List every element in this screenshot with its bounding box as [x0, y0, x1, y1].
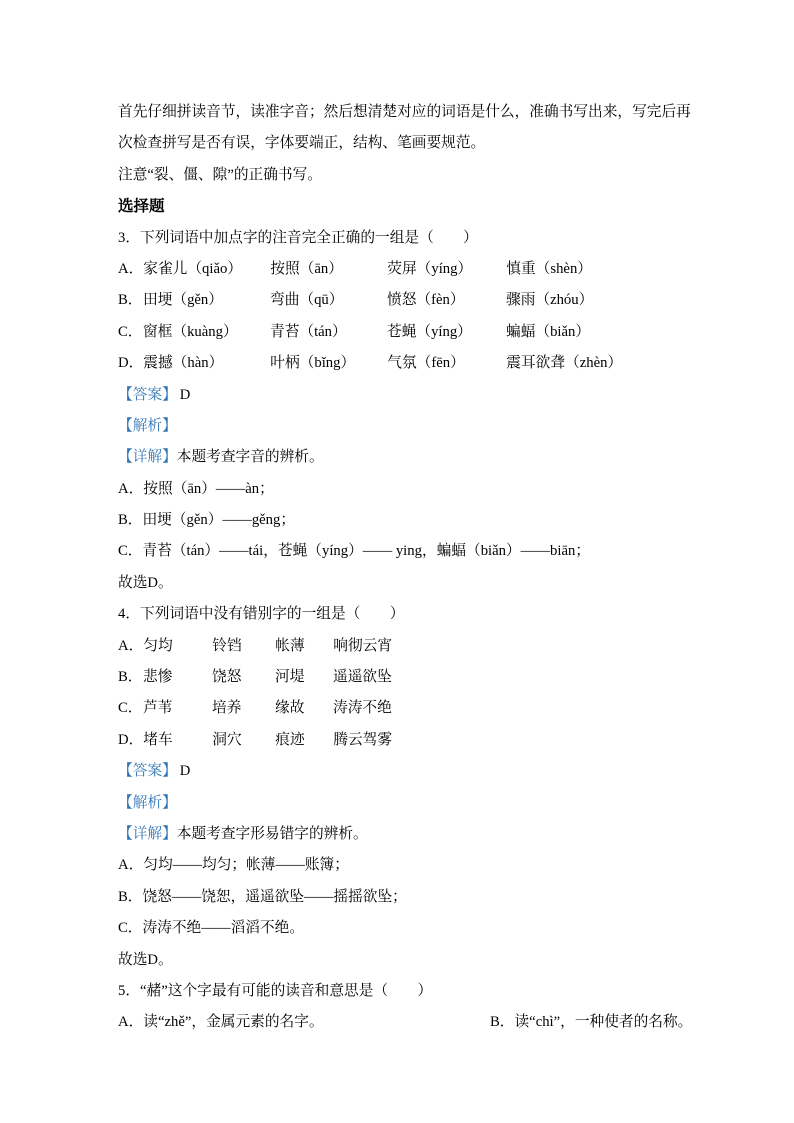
question-3-analysis-line [118, 411, 694, 442]
option-item: 痕迹 [275, 731, 305, 748]
detail-intro: 本题考查字音的辨析。 [176, 449, 324, 466]
option-item: 洞穴 [212, 731, 242, 748]
answer-label: 【答案】 [118, 386, 177, 403]
detail-label: 【详解】 [118, 449, 177, 466]
option-item: 弯曲（qū） [270, 292, 344, 309]
option-item: 涛涛不绝 [333, 700, 392, 717]
detail-label: 【详解】 [118, 825, 177, 842]
question-4-conclusion: 故选D。 [118, 951, 173, 968]
option-label: C． [118, 323, 143, 340]
option-label: B． [118, 292, 143, 309]
question-4-detail-item-a: A．匀均——均匀；帐薄——账簿； [118, 857, 349, 874]
question-5-option-b: B．读“chì”，一种使者的名称。 [490, 1014, 693, 1031]
question-3-answer-line [118, 380, 694, 411]
option-item: 蝙蝠（biǎn） [506, 323, 591, 340]
question-4-detail-line [118, 819, 694, 850]
option-item: 饶怒 [212, 669, 242, 686]
option-item: 缘故 [275, 700, 305, 717]
option-item: 堵车 [143, 731, 173, 748]
option-item: 铃铛 [212, 637, 242, 654]
question-4-detail-item-b: B．饶怒——饶恕，遥遥欲坠——摇摇欲坠； [118, 888, 407, 905]
option-item: 窗框（kuàng） [143, 323, 238, 340]
option-item: 荧屏（yíng） [387, 260, 473, 277]
option-item: 苍蝇（yíng） [387, 323, 472, 340]
detail-intro: 本题考查字形易错字的辨析。 [176, 825, 368, 842]
option-item: 遥遥欲坠 [333, 669, 392, 686]
option-label: A． [118, 637, 144, 654]
option-item: 气氛（fēn） [387, 355, 465, 372]
option-item: 震耳欲聋（zhèn） [506, 355, 623, 372]
question-3-option-row-a [118, 254, 694, 285]
intro-note-line: 注意“裂、僵、隙”的正确书写。 [118, 166, 322, 183]
option-item: 响彻云宵 [333, 637, 393, 654]
section-heading: 选择题 [118, 198, 165, 216]
question-3-option-row-c [118, 317, 694, 348]
option-item: 叶柄（bǐng） [270, 355, 356, 372]
option-item: 按照（ān） [270, 260, 343, 277]
option-item: 腾云驾雾 [333, 731, 393, 748]
option-item: 震撼（hàn） [143, 355, 224, 372]
option-label: B． [118, 669, 143, 686]
question-4-analysis-line [118, 788, 694, 819]
option-item: 悲惨 [143, 669, 173, 686]
question-3-title: 3．下列词语中加点字的注音完全正确的一组是（ ） [118, 229, 478, 246]
question-3-conclusion: 故选D。 [118, 574, 173, 591]
analysis-label: 【解析】 [118, 417, 177, 434]
option-label: C． [118, 700, 143, 717]
option-label: D． [118, 731, 144, 748]
question-3-detail-item-a: A．按照（ān）——àn； [118, 480, 274, 497]
option-item: 田埂（gěn） [143, 292, 223, 309]
question-4-option-row-d [118, 725, 694, 756]
question-5-option-a: A．读“zhě”，金属元素的名字。 [118, 1014, 324, 1031]
question-3-detail-item-b: B．田埂（gěn）——gěng； [118, 512, 296, 529]
analysis-label: 【解析】 [118, 794, 177, 811]
question-4-detail-item-c: C．涛涛不绝——滔滔不绝。 [118, 920, 305, 937]
question-4-option-row-b [118, 662, 694, 693]
question-4-option-row-a [118, 631, 694, 662]
question-3-detail-line [118, 442, 694, 473]
option-item: 骤雨（zhóu） [506, 292, 594, 309]
option-item: 芦苇 [143, 700, 173, 717]
question-4-option-row-c [118, 693, 694, 724]
option-item: 慎重（shèn） [506, 260, 592, 277]
option-item: 青苔（tán） [270, 323, 347, 340]
option-item: 帐薄 [275, 637, 305, 654]
option-item: 河堤 [275, 669, 305, 686]
question-5-title: 5．“赭”这个字最有可能的读音和意思是（ ） [118, 982, 433, 999]
question-4-title: 4．下列词语中没有错别字的一组是（ ） [118, 606, 405, 623]
question-4-answer-line [118, 756, 694, 787]
answer-value: D [179, 763, 191, 780]
option-item: 家雀儿（qiǎo） [143, 260, 243, 277]
question-3-option-row-d [118, 348, 694, 379]
option-item: 匀均 [143, 637, 173, 654]
question-3-detail-item-c: C．青苔（tán）——tái，苍蝇（yíng）—— ying，蝙蝠（biǎn）——biān； [118, 543, 591, 560]
intro-paragraph-line-1: 首先仔细拼读音节，读准字音；然后想清楚对应的词语是什么，准确书写出来，写完后再 [118, 104, 691, 120]
answer-value: D [179, 386, 191, 403]
intro-paragraph-line-2: 次检查拼写是否有误，字体要端正，结构、笔画要规范。 [118, 135, 486, 152]
answer-label: 【答案】 [118, 763, 177, 780]
option-label: A． [118, 260, 144, 277]
question-5-option-row [118, 1007, 694, 1038]
question-3-option-row-b [118, 285, 694, 316]
option-label: D． [118, 355, 144, 372]
option-item: 培养 [212, 700, 242, 717]
option-item: 愤怒（fèn） [387, 292, 465, 309]
